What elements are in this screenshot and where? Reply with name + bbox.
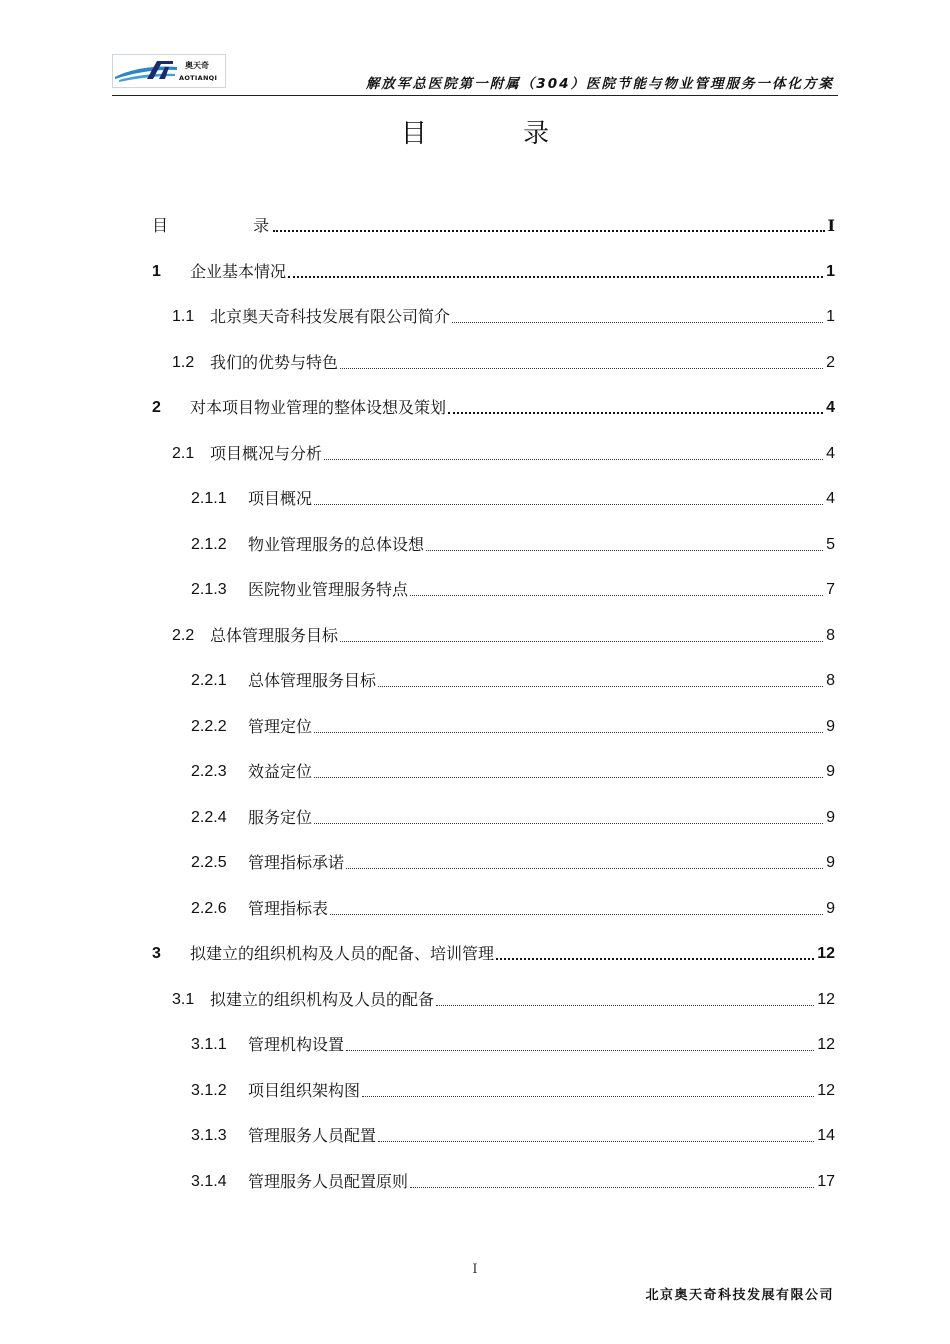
toc-entry-page: 8 [826,627,835,644]
toc-entry-page: 9 [826,854,835,871]
toc-entry-label: 北京奥天奇科技发展有限公司简介 [210,307,451,326]
toc-entry-page: 2 [826,354,835,371]
toc-entry-number: 3.1.1 [191,1036,227,1053]
toc-entry-label: 管理机构设置 [248,1035,345,1054]
toc-entry[interactable] [191,849,835,873]
toc-dot-leader [314,504,823,505]
toc-entry-number: 1.1 [172,308,195,325]
toc-entry-label: 管理指标承诺 [248,853,345,872]
toc-entry[interactable] [152,940,835,964]
toc-entry-page: 7 [826,581,835,598]
toc-entry[interactable] [172,986,835,1010]
toc-entry-label: 项目概况与分析 [210,444,323,463]
company-logo [112,54,226,88]
toc-dot-leader [340,368,823,369]
page-title: 目 录 [400,119,594,149]
toc-entry-number: 2.2.4 [191,809,227,826]
toc-entry-page: 12 [817,1036,835,1053]
toc-entry-label: 物业管理服务的总体设想 [248,535,425,554]
toc-entry[interactable] [191,1168,835,1192]
toc-entry-page: 9 [826,718,835,735]
toc-entry-label: 项目组织架构图 [248,1081,361,1100]
toc-dot-leader [273,230,824,232]
toc-dot-leader [426,550,823,551]
toc-entry-page: 14 [817,1127,835,1144]
toc-entry-label: 目 录 [152,216,310,235]
toc-entry[interactable] [191,485,835,509]
toc-entry-page: 4 [826,399,835,416]
toc-entry-label: 管理服务人员配置原则 [248,1172,409,1191]
toc-entry[interactable] [191,667,835,691]
toc-entry[interactable] [191,895,835,919]
toc-entry-page: 17 [817,1173,835,1190]
toc-entry-number: 2.2.2 [191,718,227,735]
toc-entry-label: 拟建立的组织机构及人员的配备、培训管理 [190,944,495,963]
toc-entry[interactable] [172,303,835,327]
toc-entry-number: 2.2 [172,627,195,644]
toc-dot-leader [314,732,823,733]
toc-entry[interactable] [172,349,835,373]
toc-entry-number: 2.2.5 [191,854,227,871]
toc-entry-page: 12 [817,991,835,1008]
toc-dot-leader [410,1187,814,1188]
toc-entry-page: 1 [826,263,835,280]
toc-entry-label: 企业基本情况 [190,262,287,281]
toc-dot-leader [346,1050,814,1051]
toc-entry-page: 8 [826,672,835,689]
header-divider [112,95,838,96]
toc-entry-label: 效益定位 [248,762,313,781]
toc-entry[interactable] [152,258,835,282]
toc-entry-label: 对本项目物业管理的整体设想及策划 [190,398,447,417]
toc-entry[interactable] [172,440,835,464]
toc-entry-label: 管理服务人员配置 [248,1126,377,1145]
toc-entry-number: 3.1.3 [191,1127,227,1144]
toc-dot-leader [378,686,823,687]
toc-entry-page: I [827,216,835,235]
toc-entry-label: 管理定位 [248,717,313,736]
toc-entry[interactable] [191,576,835,600]
toc-entry-number: 2.1.1 [191,490,227,507]
toc-dot-leader [324,459,823,460]
toc-entry[interactable] [152,212,835,236]
toc-entry-number: 1.2 [172,354,195,371]
toc-entry-page: 12 [817,945,835,962]
toc-entry-number: 3.1 [172,991,195,1008]
toc-dot-leader [378,1141,814,1142]
toc-entry-page: 4 [826,445,835,462]
toc-dot-leader [346,868,823,869]
toc-entry-page: 9 [826,900,835,917]
toc-entry-label: 服务定位 [248,808,313,827]
toc-entry-page: 9 [826,763,835,780]
page-number: I [472,1262,478,1277]
toc-entry-page: 12 [817,1082,835,1099]
toc-entry[interactable] [191,1031,835,1055]
toc-entry[interactable] [191,758,835,782]
toc-entry-label: 医院物业管理服务特点 [248,580,409,599]
toc-entry[interactable] [191,713,835,737]
toc-entry-label: 项目概况 [248,489,313,508]
logo-english-name: AOTIANQI [179,74,218,82]
toc-entry[interactable] [191,804,835,828]
toc-entry-number: 3.1.4 [191,1173,227,1190]
toc-entry-number: 2.2.6 [191,900,227,917]
toc-entry-number: 2.1 [172,445,195,462]
toc-entry-label: 总体管理服务目标 [210,626,339,645]
toc-dot-leader [330,914,823,915]
toc-entry[interactable] [191,1122,835,1146]
footer-company-name: 北京奥天奇科技发展有限公司 [645,1288,834,1303]
toc-dot-leader [410,595,823,596]
toc-dot-leader [436,1005,814,1006]
toc-entry-number: 2.1.3 [191,581,227,598]
toc-entry-page: 4 [826,490,835,507]
toc-entry-page: 9 [826,809,835,826]
toc-dot-leader [314,777,823,778]
toc-entry-page: 5 [826,536,835,553]
toc-entry[interactable] [191,531,835,555]
toc-entry[interactable] [191,1077,835,1101]
toc-entry-label: 我们的优势与特色 [210,353,339,372]
toc-entry-number: 3 [152,945,161,962]
toc-entry[interactable] [172,622,835,646]
toc-dot-leader [452,322,823,323]
toc-dot-leader [340,641,823,642]
toc-dot-leader [496,958,814,960]
toc-entry-label: 拟建立的组织机构及人员的配备 [210,990,435,1009]
toc-entry-number: 2.2.1 [191,672,227,689]
toc-dot-leader [288,276,823,278]
logo-name: 奥天奇 [185,61,209,70]
toc-entry-label: 总体管理服务目标 [248,671,377,690]
toc-entry-number: 1 [152,263,161,280]
toc-entry-number: 3.1.2 [191,1082,227,1099]
toc-entry-number: 2.1.2 [191,536,227,553]
toc-dot-leader [448,412,823,414]
toc-entry-number: 2 [152,399,161,416]
toc-entry-label: 管理指标表 [248,899,329,918]
toc-entry[interactable] [152,394,835,418]
toc-entry-number: 2.2.3 [191,763,227,780]
toc-dot-leader [362,1096,814,1097]
toc-dot-leader [314,823,823,824]
document-header-title: 解放军总医院第一附属（304）医院节能与物业管理服务一体化方案 [365,76,834,92]
toc-entry-page: 1 [826,308,835,325]
